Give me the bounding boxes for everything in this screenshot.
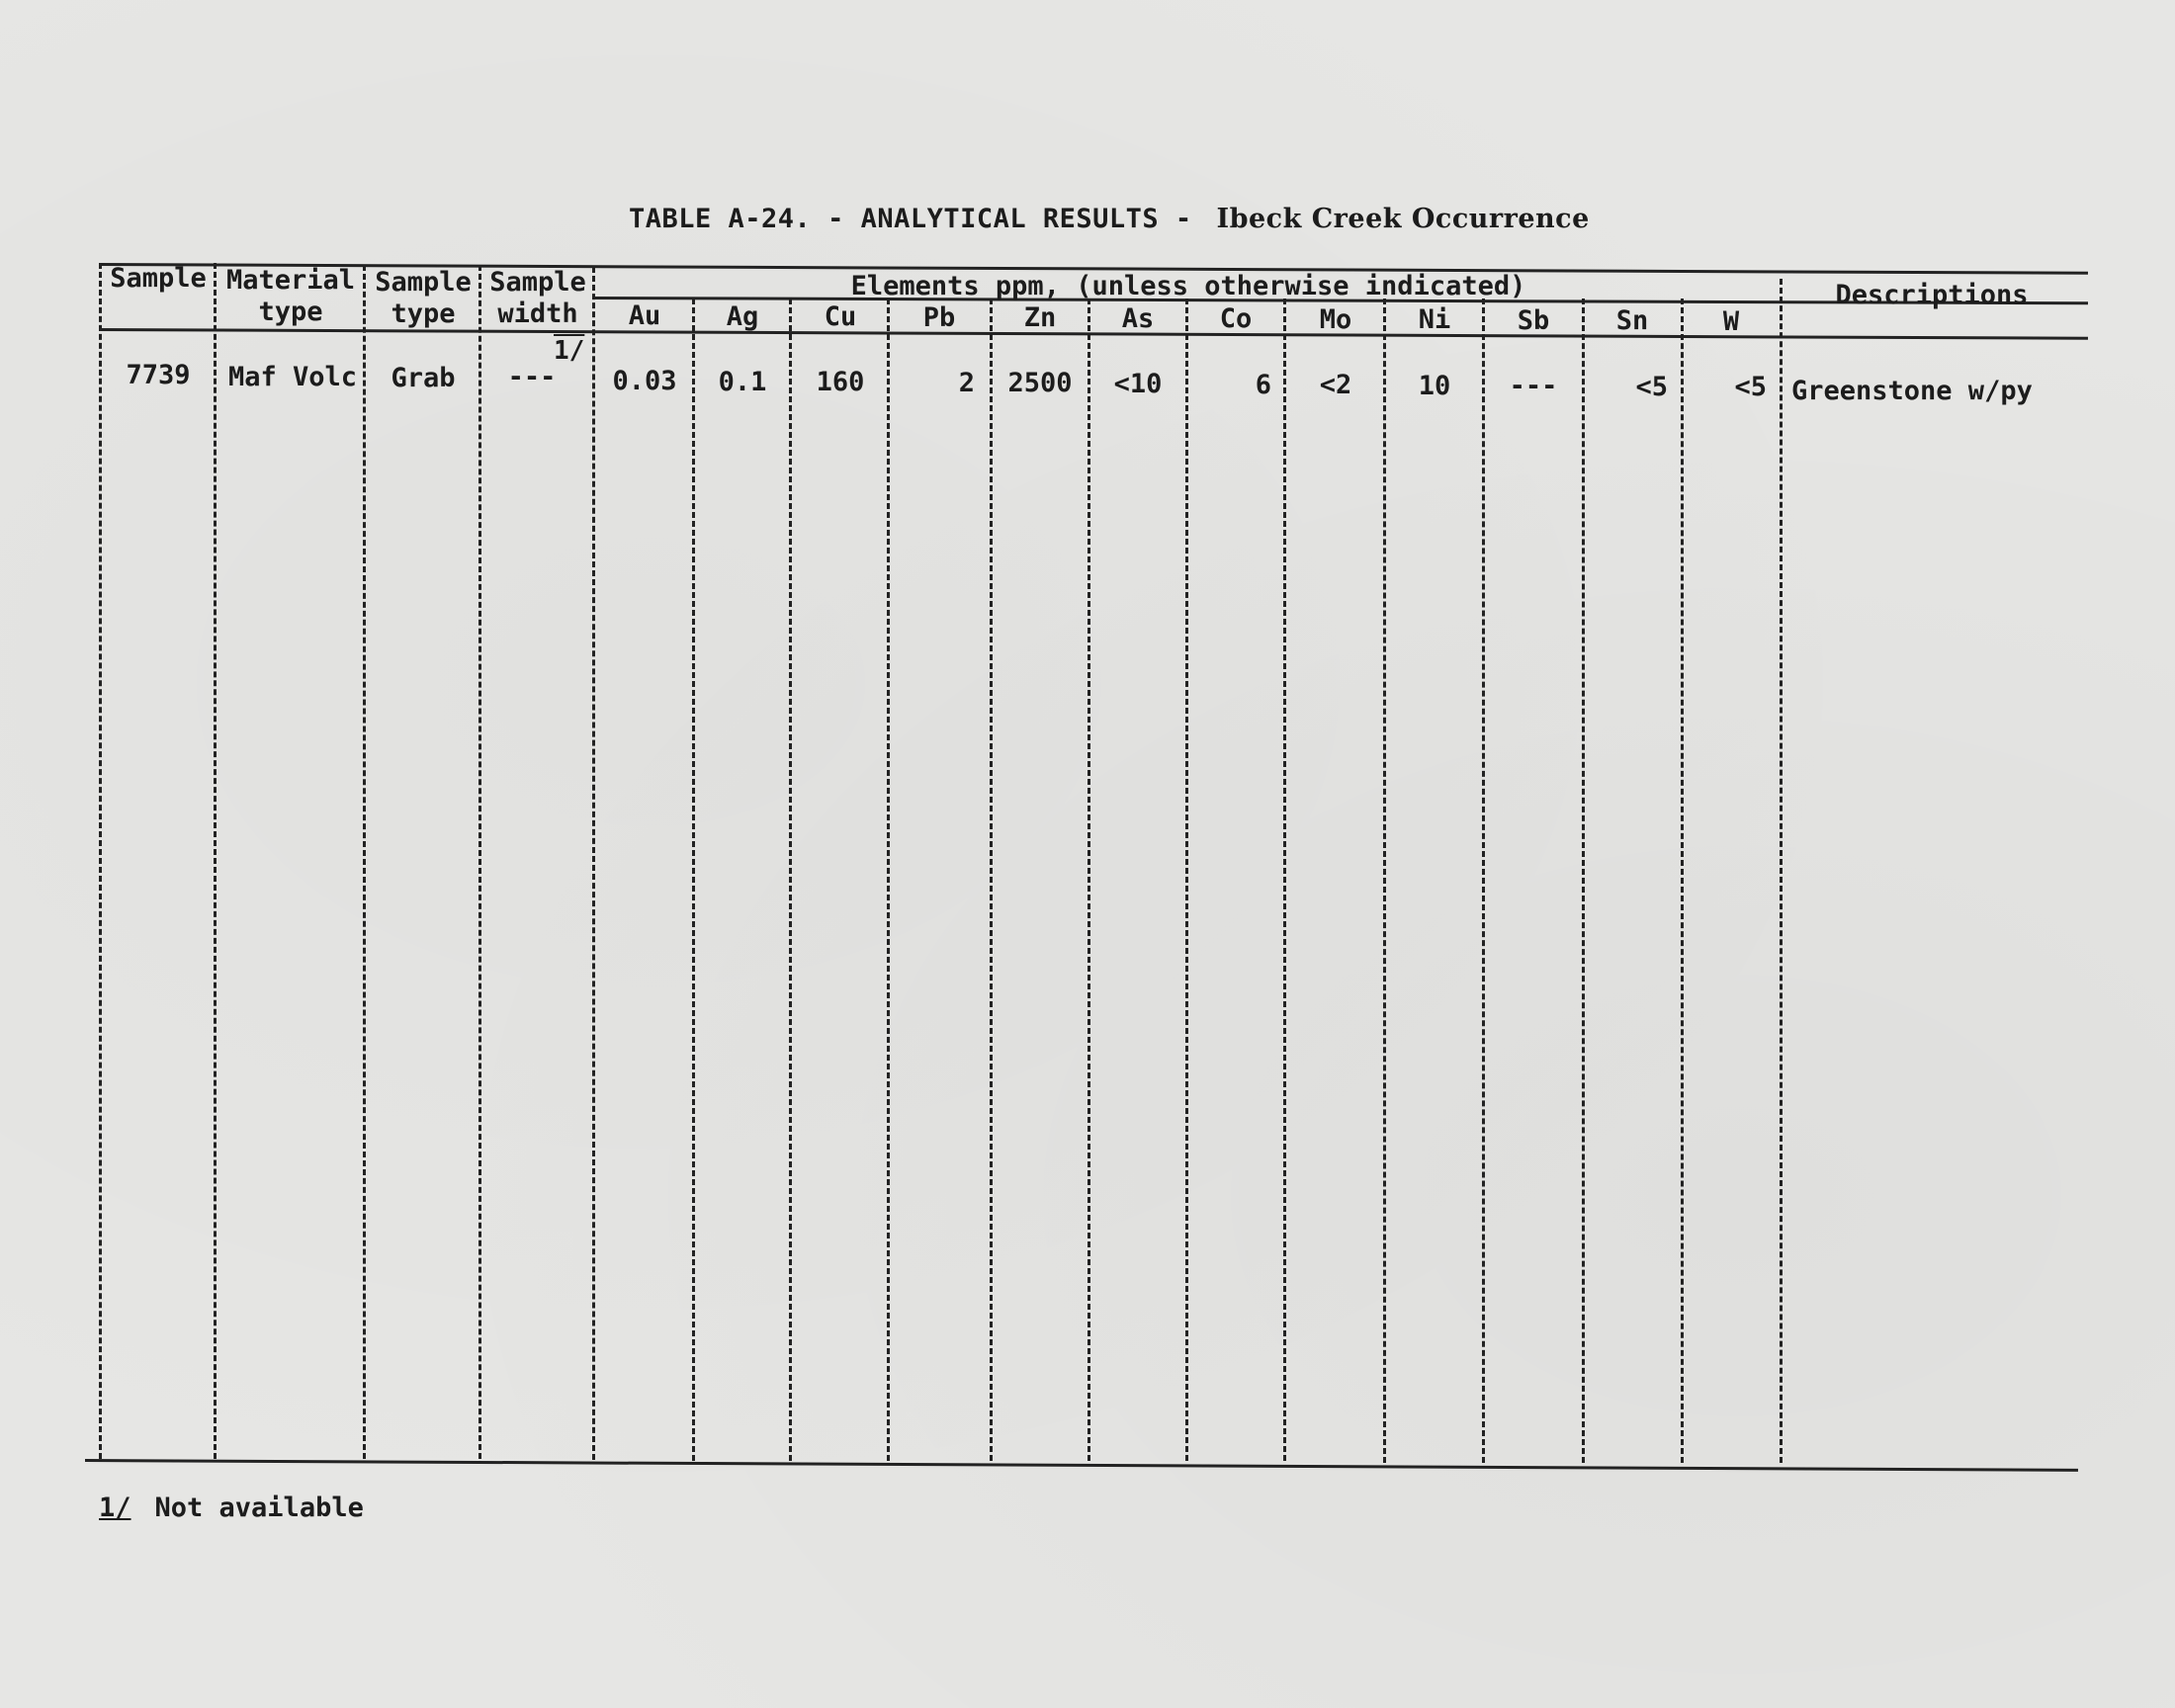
header-element-ni: Ni — [1418, 304, 1451, 335]
header-sample-width-line1: Sample — [489, 267, 586, 298]
header-element-zn: Zn — [1023, 302, 1057, 333]
header-element-ag: Ag — [726, 301, 759, 332]
column-divider-sb — [1582, 299, 1585, 1463]
row-value-ni: 10 — [1418, 371, 1451, 401]
column-divider-as — [1185, 299, 1188, 1461]
row-sample-id: 7739 — [126, 360, 191, 390]
header-element-sn: Sn — [1615, 305, 1649, 336]
table-title — [629, 204, 1590, 234]
row-value-sn: <5 — [1635, 372, 1668, 402]
footnote — [99, 1493, 364, 1523]
sample-width-footnote-mark: 1/ — [554, 336, 585, 366]
column-divider-cu — [887, 299, 890, 1461]
footnote-text: Not available — [154, 1493, 364, 1523]
row-value-cu: 160 — [816, 367, 865, 397]
row-sample-type: Grab — [391, 363, 456, 393]
column-divider-sample-width — [592, 267, 595, 1460]
header-element-as: As — [1121, 303, 1155, 334]
header-element-pb: Pb — [922, 302, 956, 333]
header-sample-type-line1: Sample — [375, 267, 472, 298]
header-elements-group: Elements ppm, (unless otherwise indicated) — [850, 271, 1526, 301]
column-divider-co — [1283, 299, 1286, 1461]
row-value-pb: 2 — [958, 368, 975, 398]
column-divider-zn — [1088, 299, 1090, 1461]
column-divider-material — [363, 265, 366, 1459]
header-material-line2: type — [258, 297, 323, 327]
column-divider-ni — [1482, 299, 1485, 1463]
row-value-w: <5 — [1734, 372, 1767, 402]
header-element-cu: Cu — [824, 301, 857, 332]
table-title-location: Ibeck Creek Occurrence — [1216, 204, 1590, 234]
header-sample: Sample — [110, 263, 207, 294]
row-value-ag: 0.1 — [718, 367, 767, 397]
row-material-type: Maf Volc — [227, 362, 358, 392]
footnote-mark: 1/ — [99, 1493, 131, 1523]
column-divider-sample — [214, 263, 217, 1459]
column-divider-mo — [1383, 299, 1386, 1463]
row-value-au: 0.03 — [612, 366, 677, 396]
header-element-co: Co — [1219, 303, 1253, 334]
row-value-sb: --- — [1509, 371, 1558, 401]
header-sample-type-line2: type — [391, 299, 456, 329]
column-divider-sample-type — [478, 265, 481, 1459]
row-sample-width: --- — [507, 362, 557, 392]
row-value-zn: 2500 — [1007, 368, 1073, 398]
row-description: Greenstone w/py — [1791, 376, 2033, 406]
column-divider-pb — [990, 299, 993, 1461]
header-element-sb: Sb — [1517, 305, 1550, 336]
header-material-line1: Material — [225, 265, 356, 296]
column-divider-left — [99, 263, 102, 1459]
column-divider-w — [1780, 279, 1783, 1463]
column-divider-au — [692, 299, 695, 1461]
column-divider-ag — [789, 299, 792, 1461]
header-element-mo: Mo — [1319, 304, 1352, 335]
row-value-as: <10 — [1113, 369, 1163, 399]
row-value-co: 6 — [1255, 370, 1271, 400]
header-sample-width-line2: width — [497, 299, 578, 329]
table-title-main: TABLE A-24. - ANALYTICAL RESULTS - — [629, 204, 1192, 234]
header-element-w: W — [1722, 306, 1740, 337]
column-divider-sn — [1681, 299, 1684, 1463]
header-descriptions: Descriptions — [1835, 280, 2029, 310]
row-value-mo: <2 — [1319, 370, 1352, 400]
header-element-au: Au — [628, 300, 661, 331]
